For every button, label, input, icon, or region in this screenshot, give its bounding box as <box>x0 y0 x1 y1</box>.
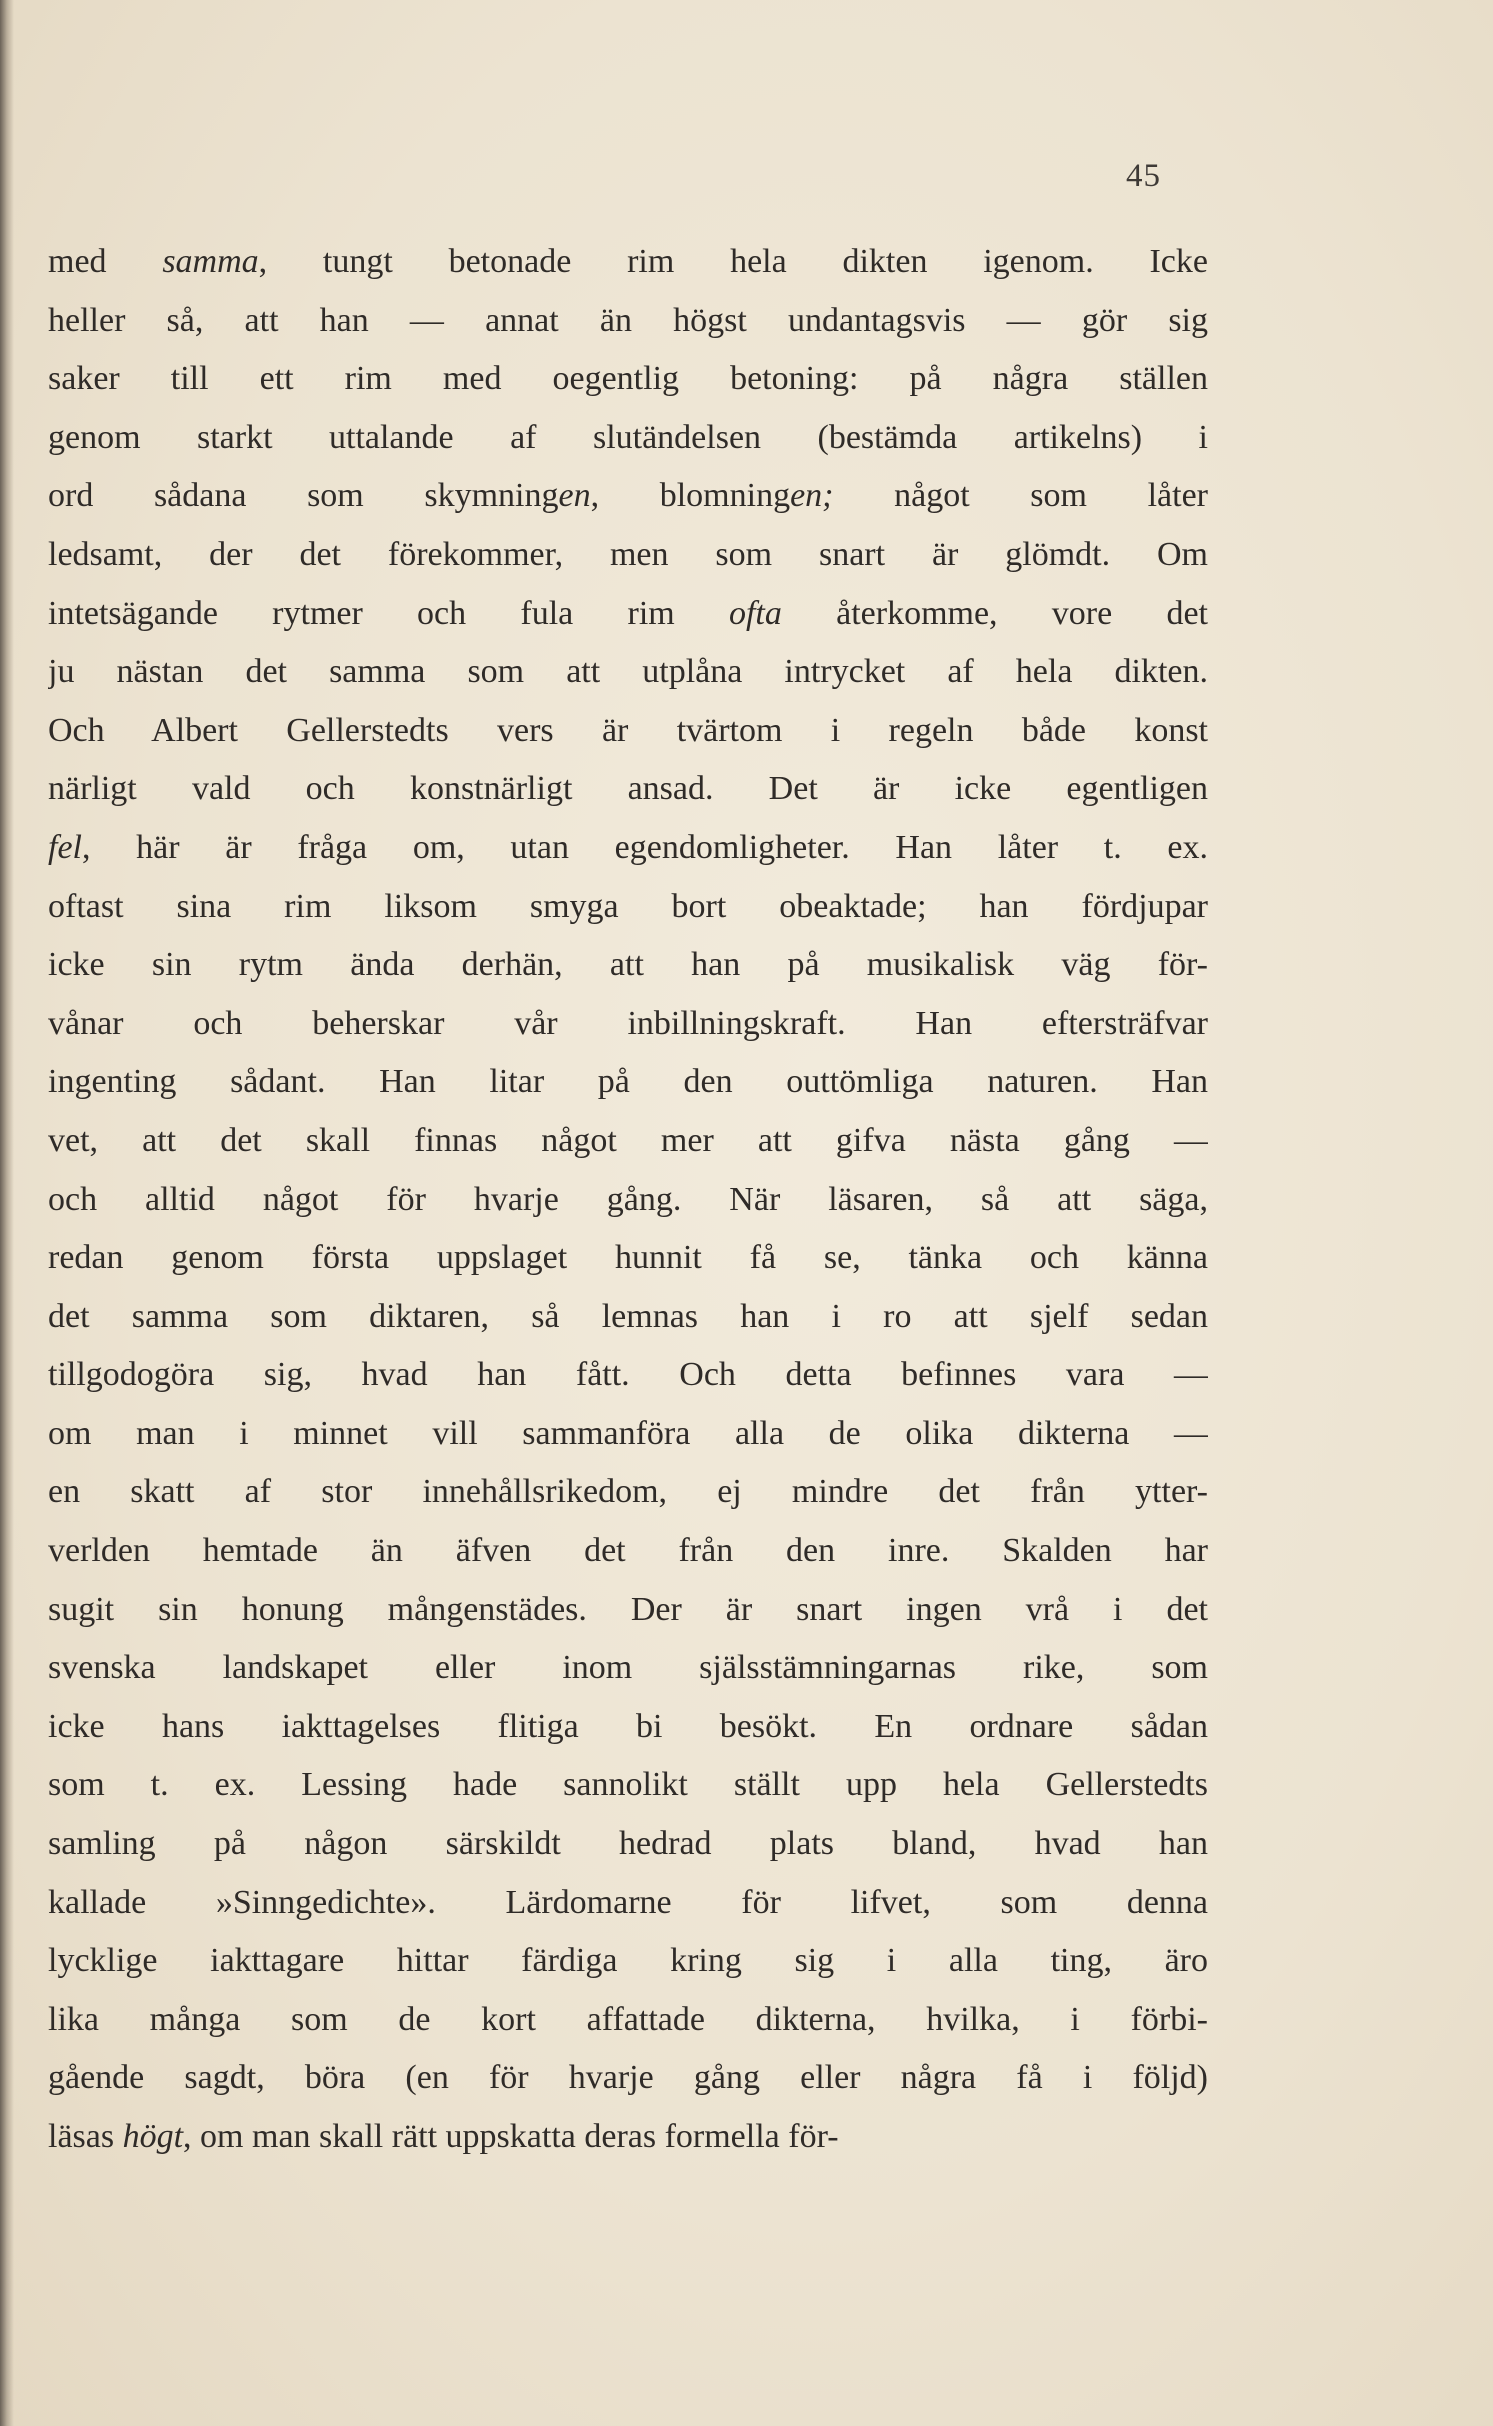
text-line <box>48 233 1208 292</box>
text-segment: , här är fråga om, utan egendomligheter. Han låter t. ex. <box>81 828 1208 866</box>
text-segment: icke hans iakttagelses flitiga bi besökt. En ordnare sådan <box>48 1707 1208 1745</box>
text-line <box>48 1522 1208 1581</box>
text-segment: oftast sina rim liksom smyga bort obeaktade; han fördjupar <box>48 887 1208 925</box>
italic-word: ofta <box>728 594 782 632</box>
text-segment: som t. ex. Lessing hade sannolikt ställt upp hela Gellerstedts <box>48 1766 1208 1804</box>
text-segment: , om man skall rätt uppskatta deras formella för- <box>183 2118 839 2155</box>
text-segment: närligt vald och konstnärligt ansad. Det är icke egentligen <box>48 770 1208 808</box>
text-segment: tillgodogöra sig, hvad han fått. Och detta befinnes vara — <box>48 1356 1208 1394</box>
text-line <box>48 1053 1208 1112</box>
text-segment: med <box>48 243 163 280</box>
text-segment: ingenting sådant. Han litar på den outtömliga naturen. Han <box>48 1063 1208 1101</box>
text-line <box>48 409 1208 468</box>
text-line <box>48 467 1208 526</box>
text-line <box>48 1581 1208 1640</box>
italic-word: fel <box>48 828 82 866</box>
text-line <box>48 1463 1208 1522</box>
text-segment: det samma som diktaren, så lemnas han i ro att sjelf sedan <box>48 1297 1208 1335</box>
italic-word: samma <box>162 243 259 280</box>
text-line <box>48 1288 1208 1347</box>
text-segment: om man i minnet vill sammanföra alla de olika dikterna — <box>48 1414 1208 1452</box>
text-segment: gående sagdt, böra (en för hvarje gång eller några få i följd) <box>48 2059 1208 2097</box>
text-segment: vånar och beherskar vår inbillningskraft. Han eftersträfvar <box>48 1004 1208 1042</box>
text-segment: saker till ett rim med oegentlig betoning: på några ställen <box>48 360 1208 398</box>
text-segment: återkomme, vore det <box>781 594 1208 632</box>
text-segment: och alltid något för hvarje gång. När läsaren, så att säga, <box>48 1180 1208 1218</box>
text-line <box>48 1874 1208 1933</box>
text-line <box>48 292 1208 351</box>
body-text <box>48 233 1208 2167</box>
text-segment: samling på någon särskildt hedrad plats bland, hvad han <box>48 1825 1208 1863</box>
text-segment: verlden hemtade än äfven det från den inre. Skalden har <box>48 1532 1208 1570</box>
text-line <box>48 585 1208 644</box>
text-line <box>48 1405 1208 1464</box>
text-segment: lycklige iakttagare hittar färdiga kring sig i alla ting, äro <box>48 1942 1208 1980</box>
text-segment: svenska landskapet eller inom själsstämningarnas rike, som <box>48 1649 1208 1687</box>
text-segment: genom starkt uttalande af slutändelsen (bestämda artikelns) i <box>48 418 1208 456</box>
text-line <box>48 1346 1208 1405</box>
text-segment: sugit sin honung mångenstädes. Der är snart ingen vrå i det <box>48 1590 1208 1628</box>
text-line <box>48 995 1208 1054</box>
text-segment: ledsamt, der det förekommer, men som snart är glömdt. Om <box>48 535 1208 573</box>
text-line <box>48 1639 1208 1698</box>
text-line <box>48 1815 1208 1874</box>
text-segment: en skatt af stor innehållsrikedom, ej mindre det från ytter- <box>48 1473 1208 1511</box>
text-segment: läsas <box>48 2118 123 2155</box>
text-segment: icke sin rytm ända derhän, att han på musikalisk väg för- <box>48 946 1208 984</box>
italic-word: högt <box>122 2118 184 2155</box>
text-line <box>48 2049 1208 2108</box>
italic-word: en <box>558 477 591 515</box>
text-line <box>48 878 1208 937</box>
text-line <box>48 1932 1208 1991</box>
italic-word: en; <box>790 477 834 515</box>
text-line <box>48 760 1208 819</box>
text-line <box>48 2108 1208 2167</box>
text-line <box>48 936 1208 995</box>
text-line <box>48 702 1208 761</box>
text-segment: Och Albert Gellerstedts vers är tvärtom i regeln både konst <box>48 711 1208 749</box>
text-line <box>48 526 1208 585</box>
text-line <box>48 1229 1208 1288</box>
text-line <box>48 1756 1208 1815</box>
text-segment: ju nästan det samma som att utplåna intrycket af hela dikten. <box>48 653 1208 691</box>
text-segment: , blomning <box>590 477 791 515</box>
page-number: 45 <box>1126 158 1161 194</box>
text-line <box>48 1112 1208 1171</box>
text-line <box>48 350 1208 409</box>
text-segment: lika många som de kort affattade dikterna, hvilka, i förbi- <box>48 2000 1208 2038</box>
text-segment: , tungt betonade rim hela dikten igenom. Icke <box>258 243 1208 280</box>
text-segment: kallade »Sinngedichte». Lärdomarne för lifvet, som denna <box>48 1883 1208 1921</box>
text-line <box>48 1698 1208 1757</box>
text-line <box>48 819 1208 878</box>
text-line <box>48 1991 1208 2050</box>
text-line <box>48 643 1208 702</box>
text-segment: redan genom första uppslaget hunnit få se, tänka och känna <box>48 1239 1208 1277</box>
text-line <box>48 1171 1208 1230</box>
text-segment: ord sådana som skymning <box>48 477 559 515</box>
text-segment: vet, att det skall finnas något mer att gifva nästa gång — <box>48 1121 1208 1159</box>
text-segment: heller så, att han — annat än högst undantagsvis — gör sig <box>48 301 1208 339</box>
text-segment: intetsägande rytmer och fula rim <box>48 594 729 632</box>
text-segment: något som låter <box>833 477 1208 515</box>
